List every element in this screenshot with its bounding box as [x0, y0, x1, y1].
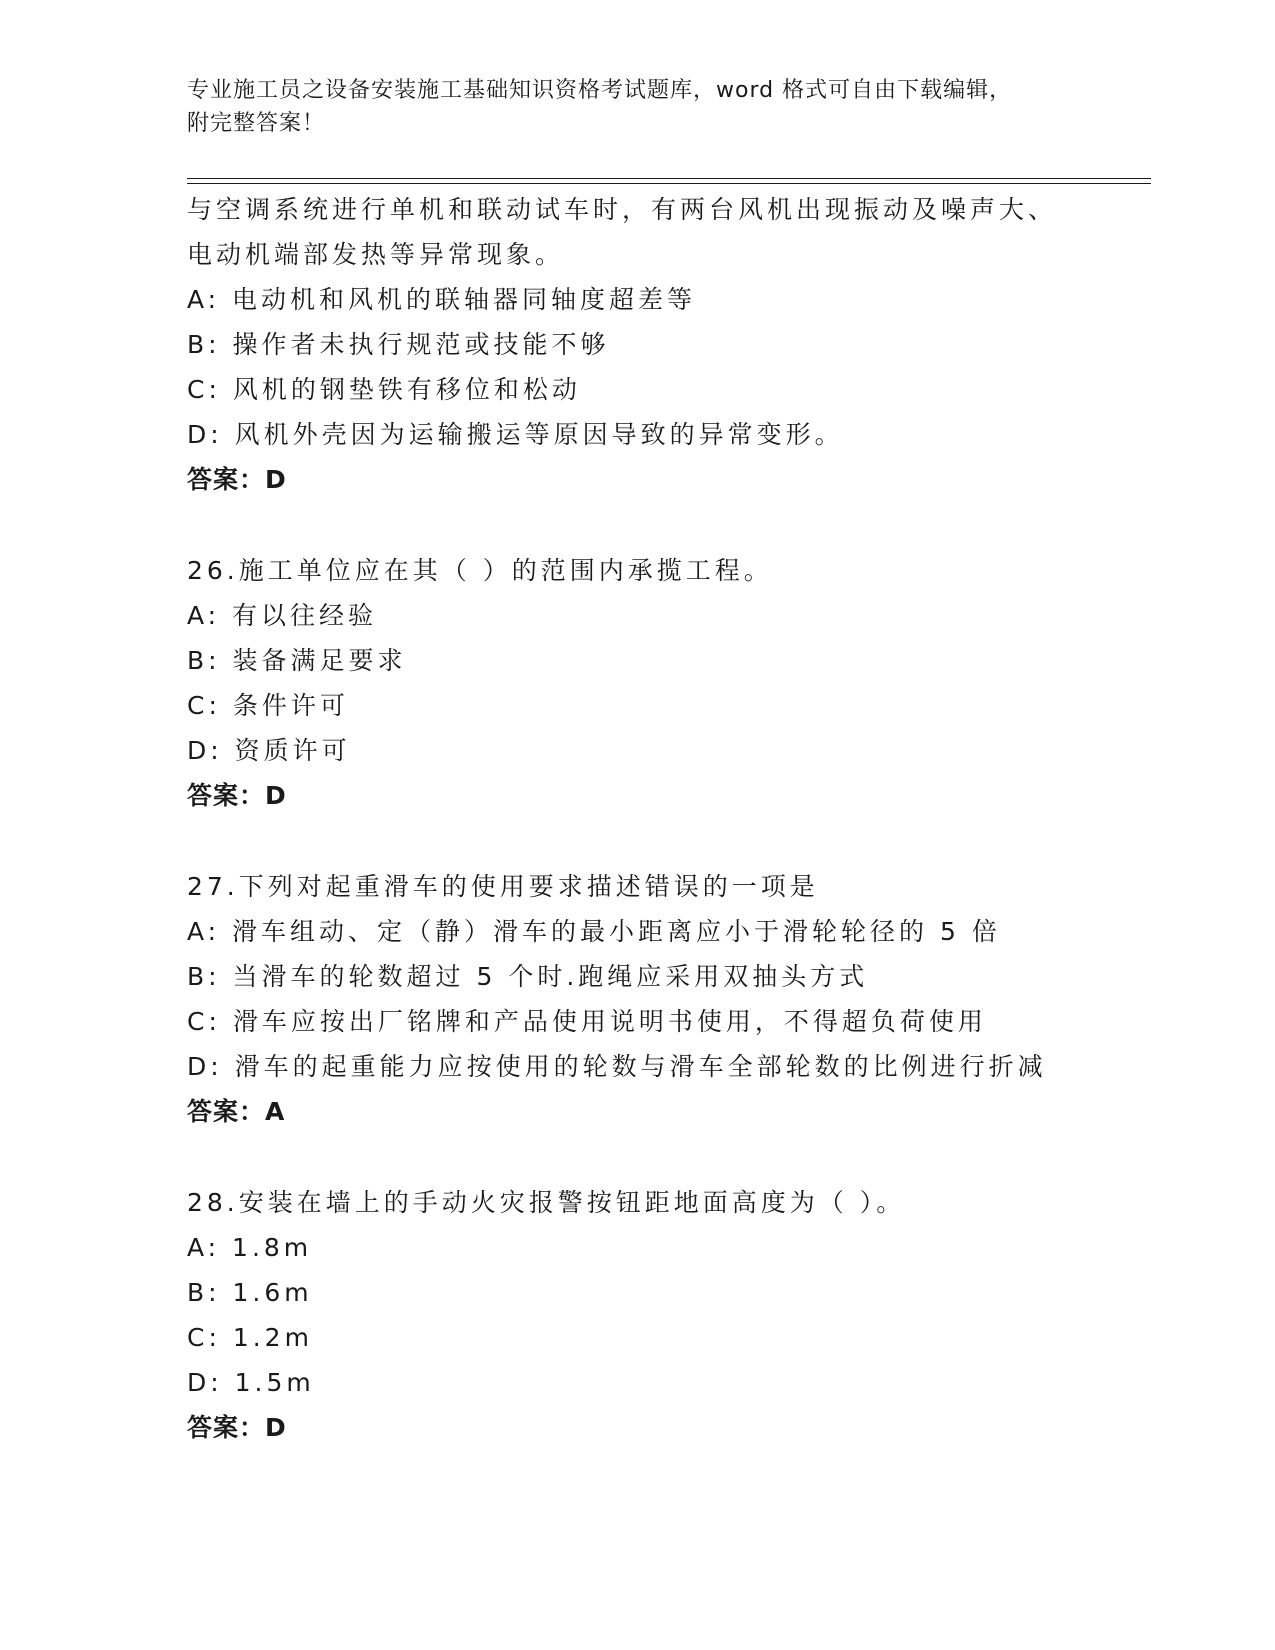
option-a: A: 1.8m	[187, 1233, 313, 1262]
option-d: D: 滑车的起重能力应按使用的轮数与滑车全部轮数的比例进行折减	[187, 1052, 1047, 1081]
option-d: D: 1.5m	[187, 1368, 315, 1397]
question-stem: 28.安装在墙上的手动火灾报警按钮距地面高度为（ ）。	[187, 1188, 906, 1217]
option-a: A: 滑车组动、定（静）滑车的最小距离应小于滑轮轮径的 5 倍	[187, 917, 1001, 946]
option-d: D: 风机外壳因为运输搬运等原因导致的异常变形。	[187, 420, 844, 449]
option-a: A: 有以往经验	[187, 601, 378, 630]
option-a: A: 电动机和风机的联轴器同轴度超差等	[187, 285, 697, 314]
question-stem: 26.施工单位应在其（ ）的范围内承揽工程。	[187, 556, 773, 585]
spacer	[187, 1134, 1087, 1180]
spacer	[187, 818, 1087, 864]
question-list	[187, 187, 1087, 1450]
header-line-1: 专业施工员之设备安装施工基础知识资格考试题库，word 格式可自由下载编辑，	[187, 78, 1013, 103]
spacer	[187, 502, 1087, 548]
question-27	[187, 864, 1087, 1134]
option-c: C: 1.2m	[187, 1323, 313, 1352]
header-divider-top	[187, 178, 1151, 179]
document-header	[187, 74, 1067, 140]
question-25	[187, 187, 1087, 502]
option-b: B: 操作者未执行规范或技能不够	[187, 330, 610, 359]
header-divider-bottom	[187, 183, 1151, 184]
option-b: B: 1.6m	[187, 1278, 313, 1307]
header-line-2: 附完整答案！	[187, 111, 326, 136]
question-26	[187, 548, 1087, 818]
question-stem-line-1: 与空调系统进行单机和联动试车时，有两台风机出现振动及噪声大、	[187, 195, 1058, 224]
option-c: C: 风机的钢垫铁有移位和松动	[187, 375, 581, 404]
answer-line: 答案：D	[187, 781, 287, 810]
question-stem-line-2: 电动机端部发热等异常现象。	[187, 240, 565, 269]
option-c: C: 滑车应按出厂铭牌和产品使用说明书使用，不得超负荷使用	[187, 1007, 987, 1036]
option-c: C: 条件许可	[187, 691, 349, 720]
question-28	[187, 1180, 1087, 1450]
answer-line: 答案：A	[187, 1097, 286, 1126]
answer-line: 答案：D	[187, 465, 287, 494]
answer-line: 答案：D	[187, 1413, 287, 1442]
question-stem: 27.下列对起重滑车的使用要求描述错误的一项是	[187, 872, 819, 901]
option-b: B: 当滑车的轮数超过 5 个时.跑绳应采用双抽头方式	[187, 962, 869, 991]
option-b: B: 装备满足要求	[187, 646, 407, 675]
option-d: D: 资质许可	[187, 736, 351, 765]
